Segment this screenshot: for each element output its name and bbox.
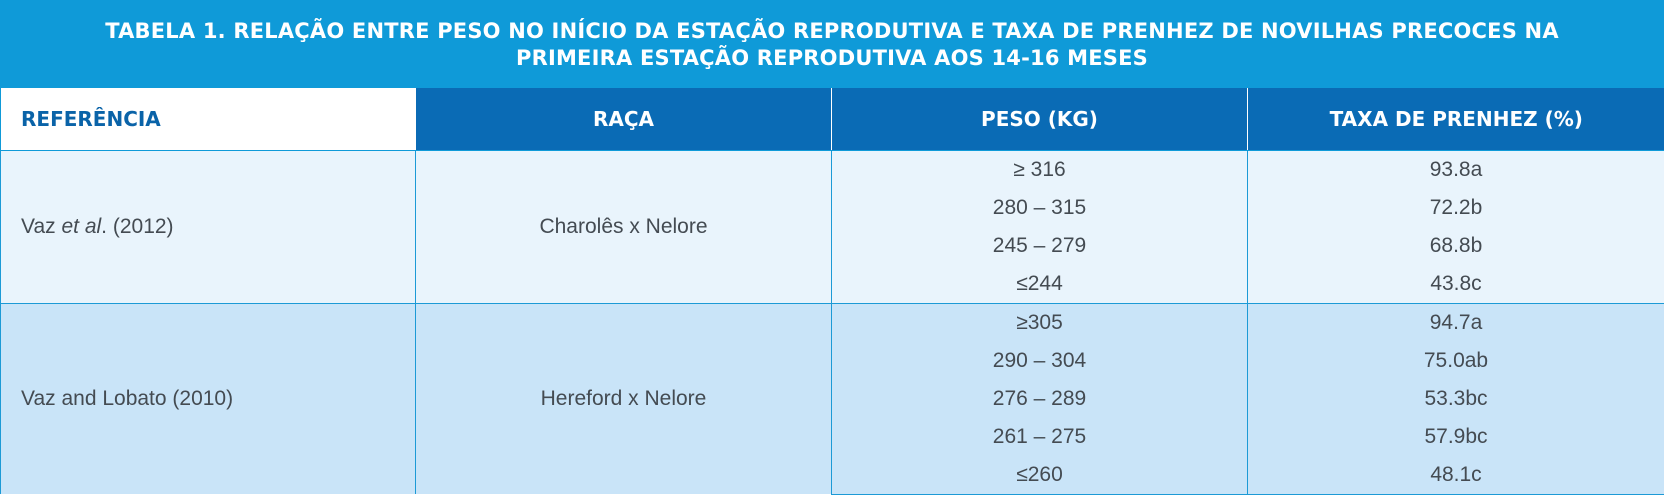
column-header-taxa: TAXA DE PRENHEZ (%) bbox=[1248, 88, 1664, 150]
ref-prefix: Vaz bbox=[21, 215, 61, 238]
cell-peso: ≥305 bbox=[832, 303, 1248, 342]
table-title bbox=[0, 0, 1664, 88]
cell-peso: 261 – 275 bbox=[832, 418, 1248, 456]
cell-taxa: 75.0ab bbox=[1248, 342, 1664, 380]
cell-peso: 290 – 304 bbox=[832, 342, 1248, 380]
cell-taxa: 93.8a bbox=[1248, 150, 1664, 189]
cell-taxa: 57.9bc bbox=[1248, 418, 1664, 456]
ref-italic: et al bbox=[61, 215, 101, 238]
table-row bbox=[1, 150, 1664, 189]
cell-peso: ≤260 bbox=[832, 456, 1248, 495]
cell-taxa: 94.7a bbox=[1248, 303, 1664, 342]
data-table bbox=[0, 88, 1664, 495]
cell-referencia bbox=[1, 150, 416, 303]
cell-taxa: 72.2b bbox=[1248, 189, 1664, 227]
cell-raca: Hereford x Nelore bbox=[416, 303, 832, 494]
cell-peso: ≤244 bbox=[832, 265, 1248, 304]
cell-taxa: 43.8c bbox=[1248, 265, 1664, 304]
column-header-raca: RAÇA bbox=[416, 88, 832, 150]
cell-taxa: 48.1c bbox=[1248, 456, 1664, 495]
table-title-line-2: PRIMEIRA ESTAÇÃO REPRODUTIVA AOS 14-16 MESES bbox=[40, 45, 1624, 72]
cell-peso: 280 – 315 bbox=[832, 189, 1248, 227]
cell-peso: 245 – 279 bbox=[832, 227, 1248, 265]
cell-referencia: Vaz and Lobato (2010) bbox=[1, 303, 416, 494]
cell-taxa: 53.3bc bbox=[1248, 380, 1664, 418]
table-title-line-1: TABELA 1. RELAÇÃO ENTRE PESO NO INÍCIO DA ESTAÇÃO REPRODUTIVA E TAXA DE PRENHEZ DE NOVILHAS PRECOCES NA bbox=[40, 18, 1624, 45]
column-header-peso: PESO (KG) bbox=[832, 88, 1248, 150]
cell-peso: 276 – 289 bbox=[832, 380, 1248, 418]
table-row bbox=[1, 303, 1664, 342]
cell-raca: Charolês x Nelore bbox=[416, 150, 832, 303]
header-row bbox=[1, 88, 1664, 150]
column-header-referencia: REFERÊNCIA bbox=[1, 88, 416, 150]
cell-peso: ≥ 316 bbox=[832, 150, 1248, 189]
ref-suffix: . (2012) bbox=[101, 215, 173, 238]
cell-taxa: 68.8b bbox=[1248, 227, 1664, 265]
